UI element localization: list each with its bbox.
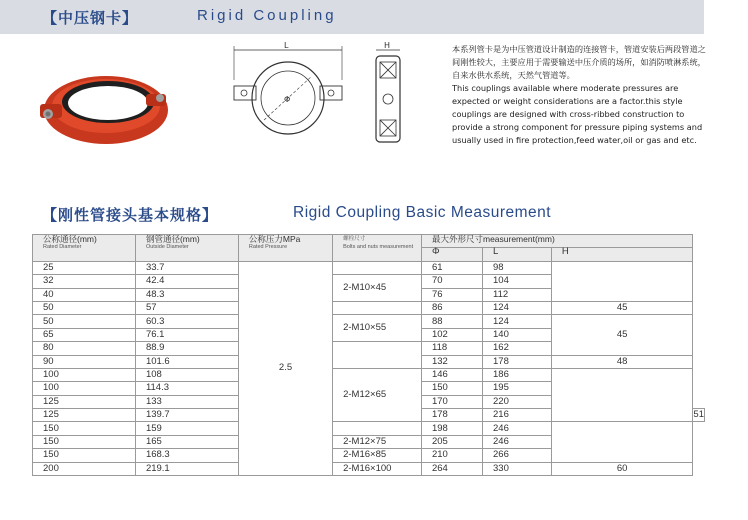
- cell-od: 159: [135, 422, 238, 435]
- cell-bolts: [333, 422, 422, 435]
- cell-od: 114.3: [135, 382, 238, 395]
- header-pressure: 公称压力MPa Rated Pressure: [238, 235, 332, 262]
- cell-phi: 61: [421, 261, 482, 274]
- table-row: [33, 261, 705, 274]
- cell-rated: 25: [33, 261, 136, 274]
- cell-l: 98: [483, 261, 552, 274]
- cell-bolts: 2-M16×100: [333, 462, 422, 475]
- spec-title-cn: 【刚性管接头基本规格】: [42, 206, 219, 224]
- cell-bolts: [333, 261, 422, 274]
- cell-l: 112: [483, 288, 552, 301]
- header-od: 钢管通径(mm) Outside Diameter: [135, 235, 238, 262]
- cell-l: 195: [483, 382, 552, 395]
- cell-rated: 50: [33, 315, 136, 328]
- cell-l: 216: [483, 409, 552, 422]
- cell-l: 140: [483, 328, 552, 341]
- cell-rated: 32: [33, 275, 136, 288]
- cell-od: 101.6: [135, 355, 238, 368]
- cell-phi: 70: [421, 275, 482, 288]
- cell-h: 51: [693, 409, 704, 421]
- cell-rated: 90: [33, 355, 136, 368]
- cell-h: 45: [551, 301, 693, 314]
- cell-phi: 264: [421, 462, 482, 475]
- cell-od: 165: [135, 435, 238, 448]
- cell-rated: 150: [33, 435, 136, 448]
- cell-h: [551, 261, 693, 301]
- cell-l: 186: [483, 368, 552, 381]
- cell-phi: 198: [421, 422, 482, 435]
- cell-rated: 150: [33, 422, 136, 435]
- coupling-drawing: [220, 40, 430, 150]
- cell-rated: 40: [33, 288, 136, 301]
- cell-od: 219.1: [135, 462, 238, 475]
- cell-phi: 88: [421, 315, 482, 328]
- header-phi: Φ: [421, 248, 482, 261]
- spec-table: [32, 234, 705, 476]
- coupling-photo: [28, 56, 178, 156]
- cell-rated: 125: [33, 395, 136, 408]
- product-description: [452, 43, 712, 147]
- cell-rated: 65: [33, 328, 136, 341]
- cell-l: 266: [483, 449, 552, 462]
- cell-l: 220: [483, 395, 552, 408]
- section-title-en: Rigid Coupling: [197, 7, 337, 24]
- cell-rated: 100: [33, 382, 136, 395]
- cell-rated: 150: [33, 449, 136, 462]
- cell-bolts: 2-M10×45: [333, 275, 422, 302]
- cell-l: 124: [483, 315, 552, 328]
- cell-od: 108: [135, 368, 238, 381]
- cell-phi: 86: [421, 301, 482, 314]
- table-row: [33, 368, 705, 381]
- cell-h: [551, 422, 693, 462]
- cell-phi: 118: [421, 342, 482, 355]
- section-title-cn: 【中压钢卡】: [42, 9, 139, 27]
- header-h: H: [551, 248, 693, 261]
- cell-phi: 76: [421, 288, 482, 301]
- header-rated: 公称通径(mm) Rated Diameter: [33, 235, 136, 262]
- drawing-label-l: L: [284, 41, 289, 50]
- cell-l: 162: [483, 342, 552, 355]
- cell-phi: 210: [421, 449, 482, 462]
- cell-od: 168.3: [135, 449, 238, 462]
- cell-od: 60.3: [135, 315, 238, 328]
- header-measurement: 最大外形尺寸measurement(mm): [421, 235, 692, 248]
- cell-od: 133: [135, 395, 238, 408]
- table-row: [33, 422, 705, 435]
- cell-bolts: 2-M12×65: [333, 368, 422, 422]
- section-header-rigid-coupling: [0, 0, 704, 34]
- cell-l: 246: [483, 435, 552, 448]
- cell-h: 60: [551, 462, 693, 475]
- cell-rated: 50: [33, 301, 136, 314]
- cell-od: 42.4: [135, 275, 238, 288]
- cell-h: 48: [551, 355, 693, 368]
- cell-od: 88.9: [135, 342, 238, 355]
- cell-od: 33.7: [135, 261, 238, 274]
- header-l: L: [483, 248, 552, 261]
- cell-phi: 205: [421, 435, 482, 448]
- cell-rated: 80: [33, 342, 136, 355]
- table-header-row: [33, 235, 705, 248]
- cell-rated: 100: [33, 368, 136, 381]
- cell-od: 139.7: [135, 409, 238, 422]
- cell-od: 76.1: [135, 328, 238, 341]
- cell-phi: 170: [421, 395, 482, 408]
- cell-od: 57: [135, 301, 238, 314]
- cell-bolts: [333, 342, 422, 369]
- drawing-label-phi: Φ: [284, 95, 291, 104]
- cell-l: 104: [483, 275, 552, 288]
- cell-phi: 178: [421, 409, 482, 422]
- cell-l: 246: [483, 422, 552, 435]
- cell-od: 48.3: [135, 288, 238, 301]
- description-cn: 本系列管卡是为中压管道设计制造的连接管卡，管道安装后两段管道之间刚性较大，主要应用于需要输送中压介质的场所，如消防喷淋系统，自来水供水系统，天然气管道等。: [452, 44, 706, 80]
- header-bolts: 螺栓尺寸 Bolts and nuts measurement: [333, 235, 422, 262]
- cell-phi: 150: [421, 382, 482, 395]
- cell-l: 178: [483, 355, 552, 368]
- table-row: [33, 315, 705, 328]
- cell-phi: 132: [421, 355, 482, 368]
- cell-rated: 125: [33, 409, 136, 422]
- cell-bolts: [333, 301, 422, 314]
- cell-phi: 146: [421, 368, 482, 381]
- cell-pressure: 2.5: [238, 261, 332, 475]
- cell-l: 330: [483, 462, 552, 475]
- spec-title-en: Rigid Coupling Basic Measurement: [293, 204, 552, 221]
- cell-rated: 200: [33, 462, 136, 475]
- description-en: This couplings available where moderate pressures are expected or weight considerations are a factor.this style couplings are designed with cross-ribbed construction to provide a strong component for pressure piping systems and usually used in fire protection,feed water,oil or gas and etc.: [452, 83, 703, 145]
- drawing-label-h: H: [384, 41, 391, 50]
- cell-h: 45: [551, 315, 693, 355]
- cell-h: [551, 368, 693, 422]
- cell-bolts: 2-M16×85: [333, 449, 422, 462]
- cell-bolts: 2-M10×55: [333, 315, 422, 342]
- cell-bolts: 2-M12×75: [333, 435, 422, 448]
- cell-phi: 102: [421, 328, 482, 341]
- table-row: [33, 301, 705, 314]
- cell-l: 124: [483, 301, 552, 314]
- table-row: [33, 462, 705, 475]
